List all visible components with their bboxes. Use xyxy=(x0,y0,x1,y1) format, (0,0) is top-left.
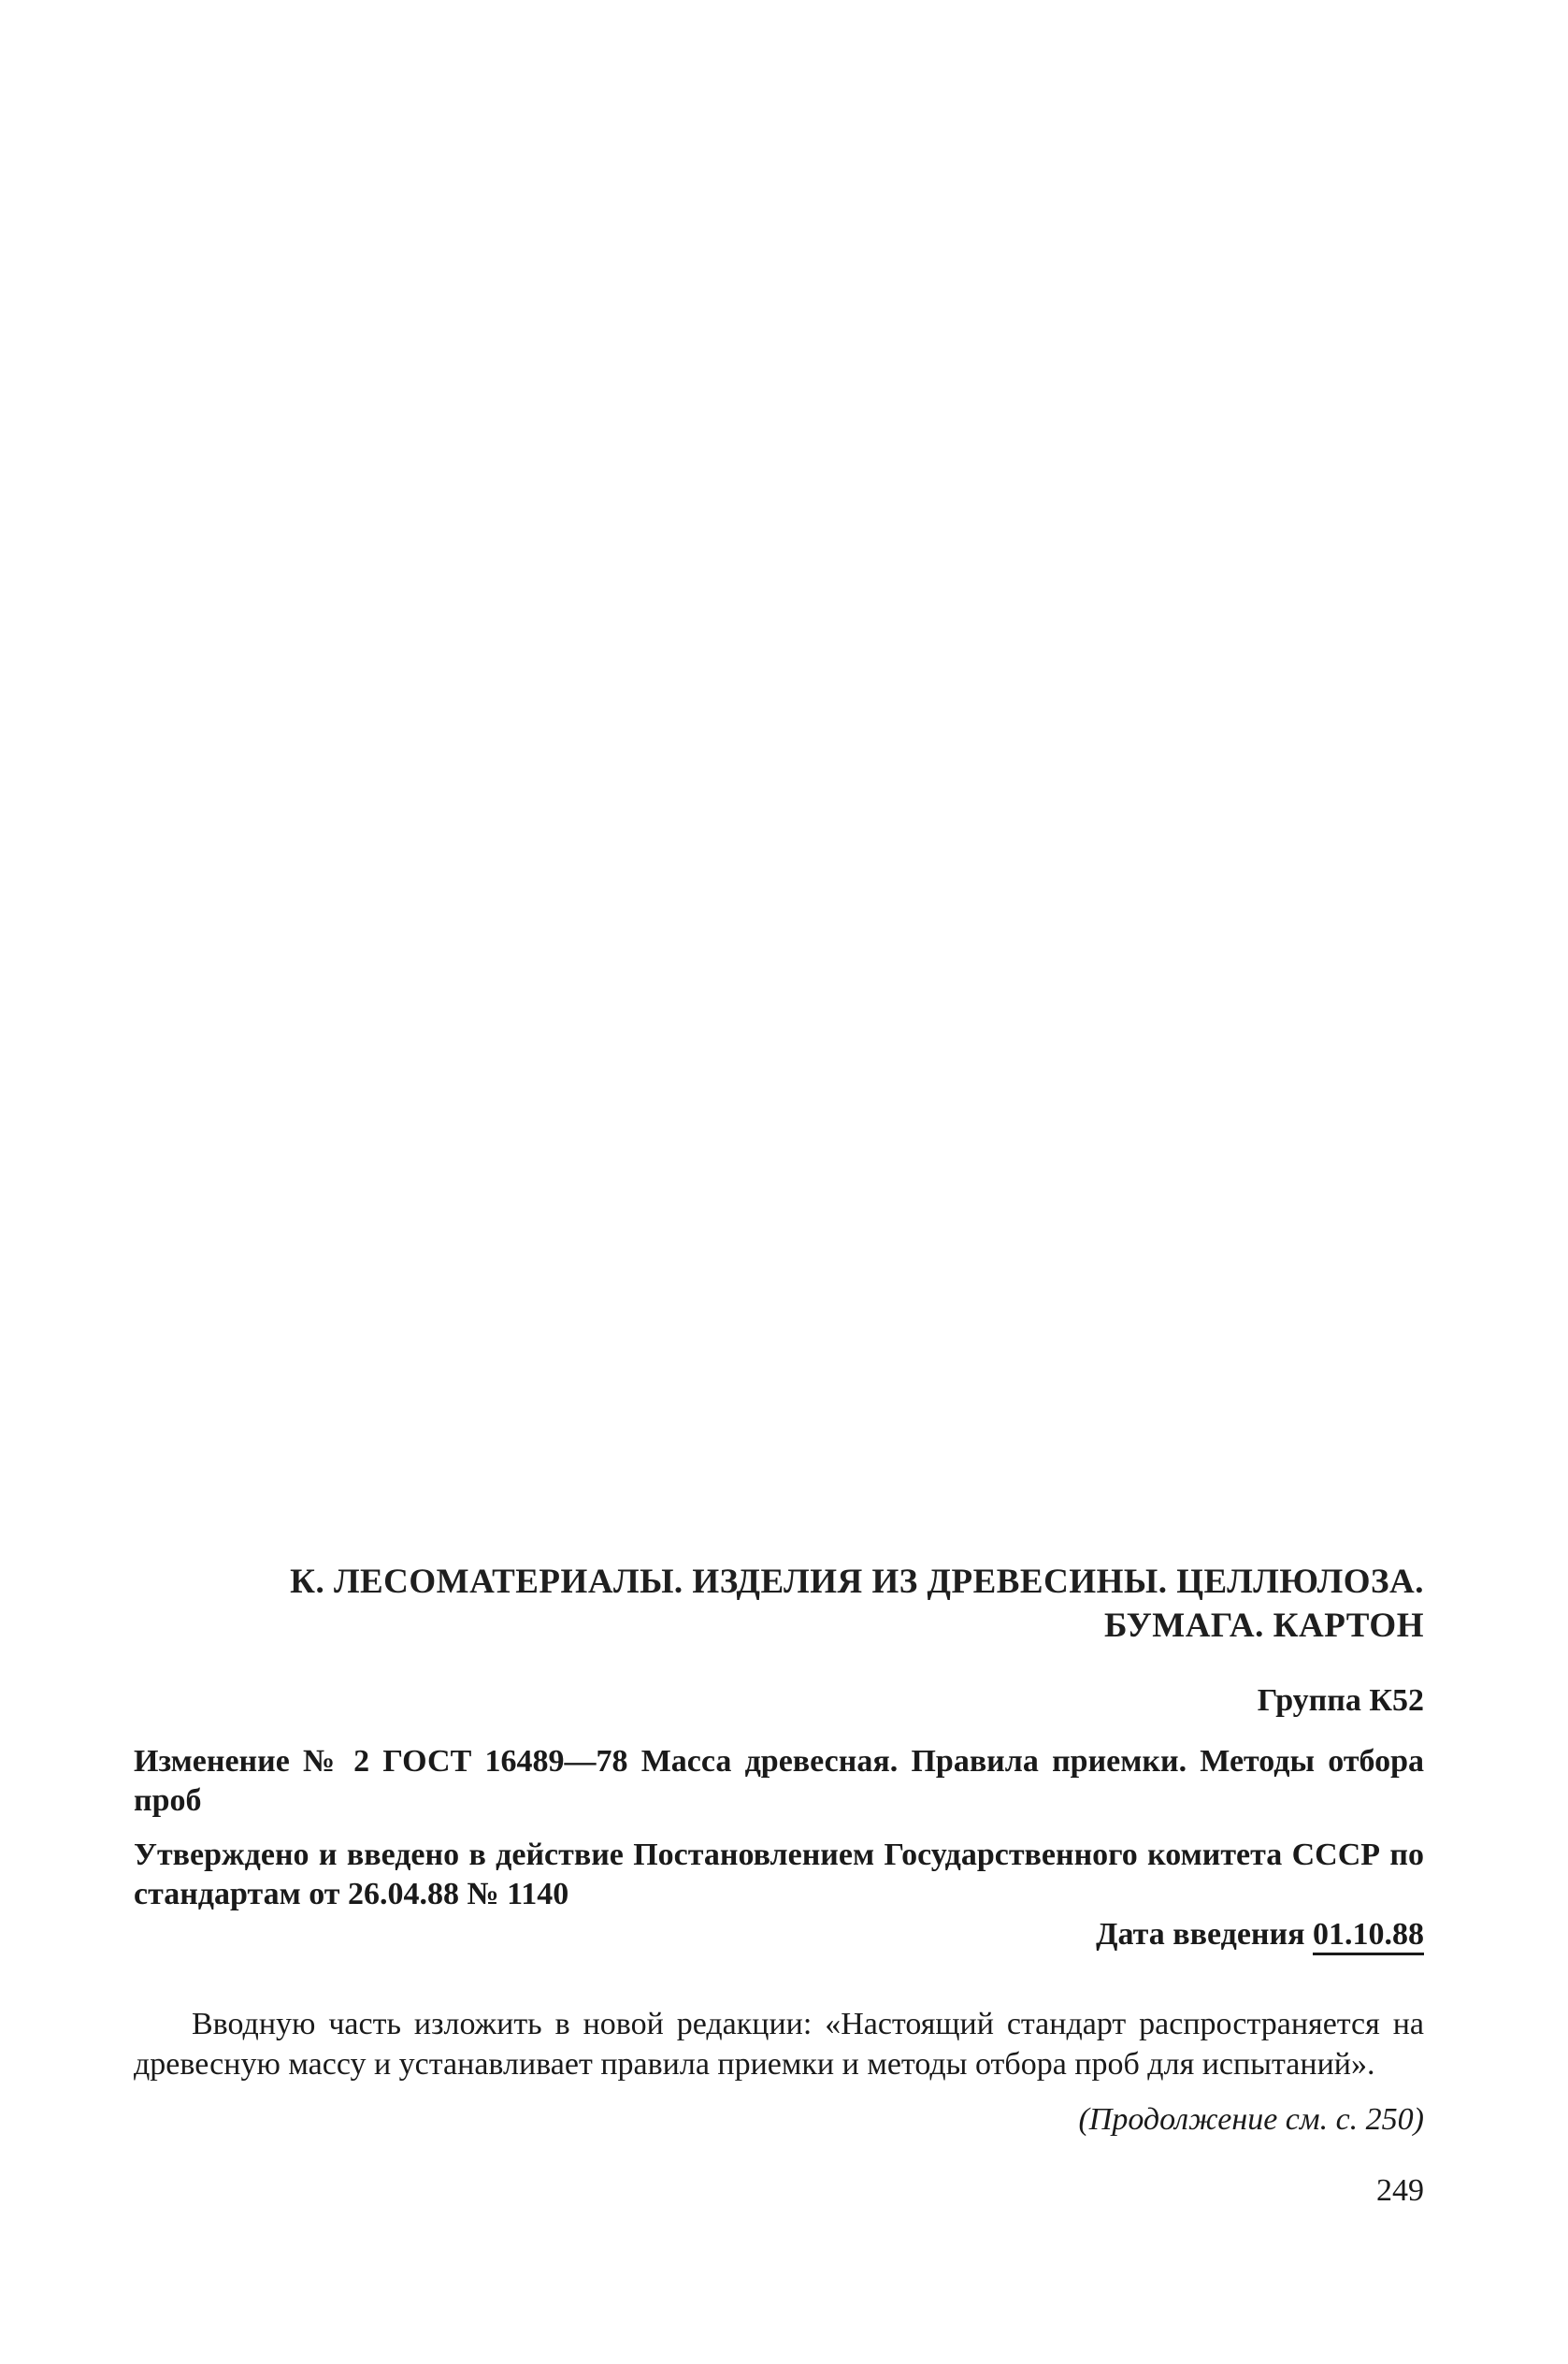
page-number: 249 xyxy=(1376,2173,1424,2208)
approval-statement: Утверждено и введено в действие Постановлением Государственного комитета СССР по стандартам от 26.04.88 № 1140 xyxy=(134,1838,1424,1911)
change-title: Изменение № 2 ГОСТ 16489—78 Масса древесная. Правила приемки. Методы отбора проб xyxy=(134,1744,1424,1818)
continuation-note: (Продолжение см. с. 250) xyxy=(1078,2102,1424,2137)
document-page xyxy=(134,1560,1424,2212)
introduction-date xyxy=(192,1914,1424,1955)
introduction-date-label: Дата введения xyxy=(1096,1917,1305,1952)
section-heading-line-1: К. ЛЕСОМАТЕРИАЛЫ. ИЗДЕЛИЯ ИЗ ДРЕВЕСИНЫ. ЦЕЛЛЮЛОЗА. xyxy=(290,1563,1424,1601)
body-paragraph: Вводную часть изложить в новой редакции: «Настоящий стандарт распространяется на древесную массу и устанавливает правила приемки и методы отбора проб для испытаний». xyxy=(134,2007,1424,2082)
section-heading xyxy=(192,1560,1424,1648)
section-heading-line-2: БУМАГА. КАРТОН xyxy=(1103,1607,1424,1645)
group-label: Группа К52 xyxy=(1257,1683,1424,1718)
introduction-date-value: 01.10.88 xyxy=(1313,1917,1424,1955)
